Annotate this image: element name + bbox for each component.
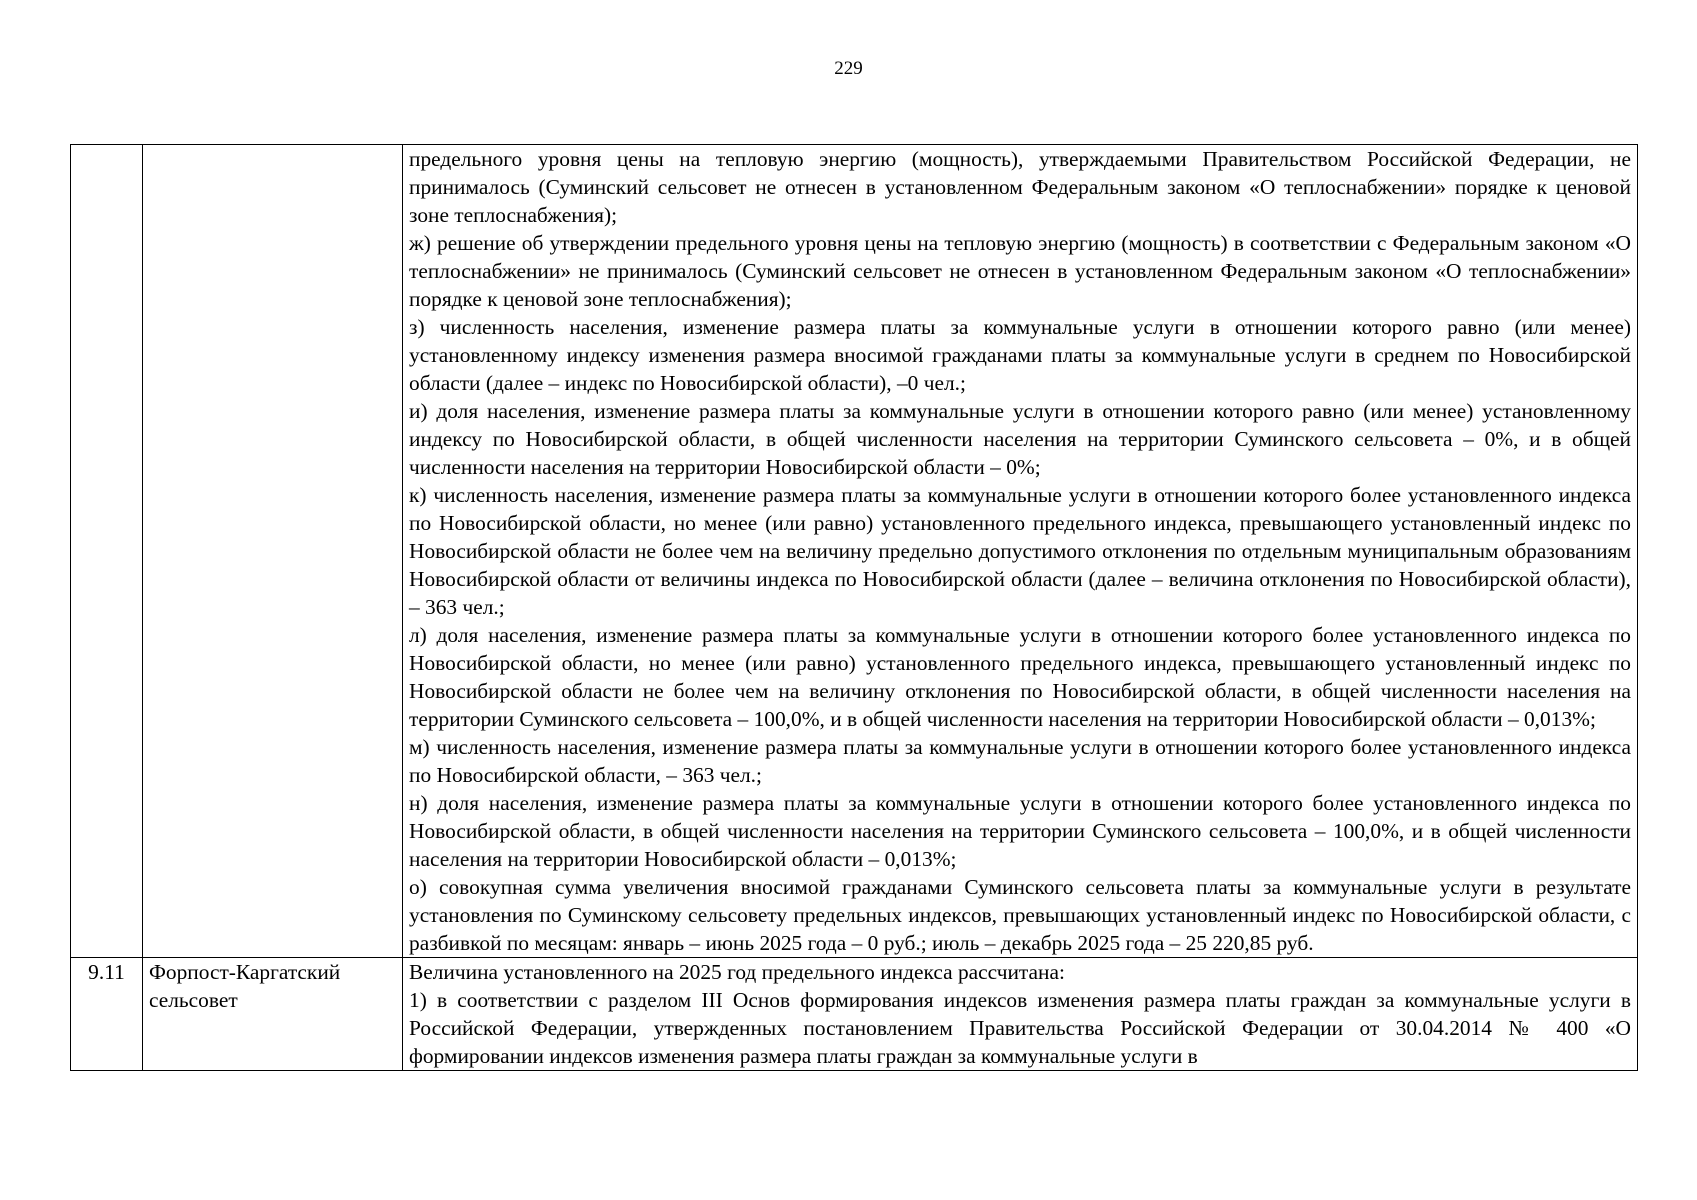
paragraph-zh: ж) решение об утверждении предельного уровня цены на тепловую энергию (мощность) в соответствии с Федеральным законом «О теплоснабжении» не принималось (Суминский сельсовет не отнесен в установленном Федеральным законом «О теплоснабжении» порядке к ценовой зоне теплоснабжения); <box>409 231 1631 311</box>
paragraph-k: к) численность населения, изменение размера платы за коммунальные услуги в отношении которого более установленного индекса по Новосибирской области, но менее (или равно) установленного предельного индекса, превышающего установленный индекс по Новосибирской области не более чем на величину предельно допустимого отклонения по отдельным муниципальным образованиям Новосибирской области от величины индекса по Новосибирской области (далее – величина отклонения по Новосибирской области), – 363 чел.; <box>409 483 1631 619</box>
page-number: 229 <box>834 58 863 79</box>
table-row <box>71 145 1638 958</box>
row-number-cell: 9.11 <box>71 958 143 1071</box>
paragraph-o: о) совокупная сумма увеличения вносимой гражданами Суминского сельсовета платы за коммунальные услуги в результате установления по Суминскому сельсовету предельных индексов, превышающих установленный индекс по Новосибирской области, с разбивкой по месяцам: январь – июнь 2025 года – 0 руб.; июль – декабрь 2025 года – 25 220,85 руб. <box>409 875 1631 955</box>
paragraph-m: м) численность населения, изменение размера платы за коммунальные услуги в отношении которого более установленного индекса по Новосибирской области, – 363 чел.; <box>409 735 1631 787</box>
description-cell <box>403 958 1638 1071</box>
paragraph-n: н) доля населения, изменение размера платы за коммунальные услуги в отношении которого более установленного индекса по Новосибирской области, в общей численности населения на территории Суминского сельсовета – 100,0%, и в общей численности населения на территории Новосибирской области – 0,013%; <box>409 791 1631 871</box>
municipality-name-cell: Форпост-Каргатский сельсовет <box>143 958 403 1071</box>
paragraph-1: 1) в соответствии с разделом III Основ формирования индексов изменения размера платы граждан за коммунальные услуги в Российской Федерации, утвержденных постановлением Правительства Российской Федерации от 30.04.2014 № 400 «О формировании индексов изменения размера платы граждан за коммунальные услуги в <box>409 988 1631 1068</box>
paragraph: предельного уровня цены на тепловую энергию (мощность), утверждаемыми Правительством Российской Федерации, не принималось (Суминский сельсовет не отнесен в установленном Федеральным законом «О теплоснабжении» порядке к ценовой зоне теплоснабжения); <box>409 147 1631 227</box>
description-continued <box>409 958 1631 1070</box>
description-cell <box>403 145 1638 958</box>
indices-table <box>70 144 1638 1071</box>
paragraph-i: и) доля населения, изменение размера платы за коммунальные услуги в отношении которого равно (или менее) установленному индексу по Новосибирской области, в общей численности населения на территории Суминского сельсовета – 0%, и в общей численности населения на территории Новосибирской области – 0%; <box>409 399 1631 479</box>
table-row <box>71 958 1638 1071</box>
paragraph-intro: Величина установленного на 2025 год предельного индекса рассчитана: <box>409 960 1065 984</box>
paragraph-l: л) доля населения, изменение размера платы за коммунальные услуги в отношении которого более установленного индекса по Новосибирской области, но менее (или равно) установленного предельного индекса, превышающего установленный индекс по Новосибирской области не более чем на величину отклонения по Новосибирской области, в общей численности населения на территории Суминского сельсовета – 100,0%, и в общей численности населения на территории Новосибирской области – 0,013%; <box>409 623 1631 731</box>
municipality-name-cell <box>143 145 403 958</box>
row-number-cell <box>71 145 143 958</box>
paragraph-z: з) численность населения, изменение размера платы за коммунальные услуги в отношении которого равно (или менее) установленному индексу изменения размера вносимой гражданами платы за коммунальные услуги в среднем по Новосибирской области (далее – индекс по Новосибирской области), –0 чел.; <box>409 315 1631 395</box>
